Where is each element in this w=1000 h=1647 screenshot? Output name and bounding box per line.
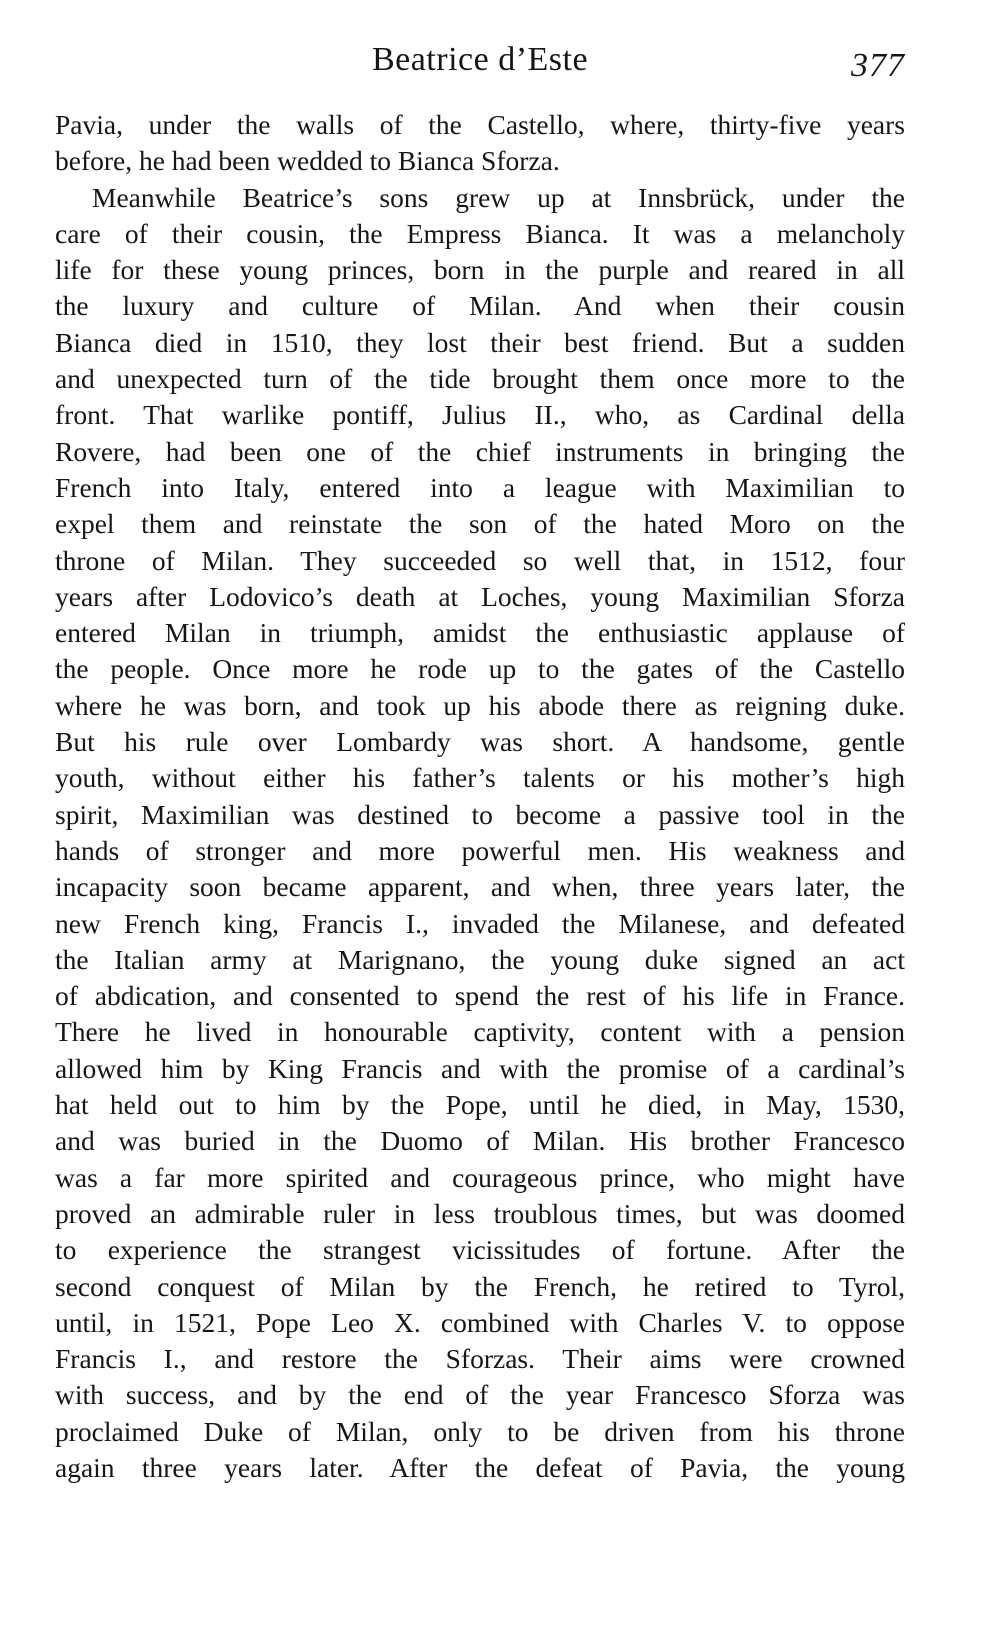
text-line: life for these young princes, born in the purple and reared in all bbox=[55, 254, 905, 286]
text-line: Pavia, under the walls of the Castello, where, thirty-five years bbox=[55, 109, 905, 140]
text-line: Rovere, had been one of the chief instruments in bringing the bbox=[55, 435, 905, 467]
body-text bbox=[55, 107, 905, 1486]
text-line: proved an admirable ruler in less troublous times, but was doomed bbox=[55, 1197, 905, 1229]
text-line: Bianca died in 1510, they lost their best friend. But a sudden bbox=[55, 326, 905, 358]
text-line: Meanwhile Beatrice’s sons grew up at Innsbrück, under the bbox=[92, 181, 905, 213]
text-line: throne of Milan. They succeeded so well that, in 1512, four bbox=[55, 544, 905, 576]
text-line: incapacity soon became apparent, and when, three years later, the bbox=[55, 871, 905, 903]
page-number: 377 bbox=[851, 47, 905, 84]
text-line: allowed him by King Francis and with the promise of a cardinal’s bbox=[55, 1052, 905, 1084]
text-line: hands of stronger and more powerful men. His weakness and bbox=[55, 834, 905, 866]
text-line: proclaimed Duke of Milan, only to be driven from his throne bbox=[55, 1415, 905, 1447]
running-head bbox=[55, 38, 905, 82]
text-line: and unexpected turn of the tide brought them once more to the bbox=[55, 363, 905, 395]
text-line: and was buried in the Duomo of Milan. His brother Francesco bbox=[55, 1125, 905, 1157]
text-line: years after Lodovico’s death at Loches, young Maximilian Sforza bbox=[55, 580, 905, 612]
text-line: hat held out to him by the Pope, until he died, in May, 1530, bbox=[55, 1089, 905, 1121]
text-line: entered Milan in triumph, amidst the enthusiastic applause of bbox=[55, 617, 905, 649]
text-line: youth, without either his father’s talents or his mother’s high bbox=[55, 762, 905, 794]
text-line: where he was born, and took up his abode there as reigning duke. bbox=[55, 689, 905, 721]
text-line: again three years later. After the defeat of Pavia, the young bbox=[55, 1451, 905, 1483]
text-line: But his rule over Lombardy was short. A handsome, gentle bbox=[55, 726, 905, 758]
text-line: the people. Once more he rode up to the gates of the Castello bbox=[55, 653, 905, 685]
text-line: until, in 1521, Pope Leo X. combined with Charles V. to oppose bbox=[55, 1306, 905, 1338]
running-head-title: Beatrice d’Este bbox=[371, 41, 589, 78]
text-line: spirit, Maximilian was destined to become a passive tool in the bbox=[55, 798, 905, 830]
text-line: expel them and reinstate the son of the hated Moro on the bbox=[55, 508, 905, 540]
text-line: care of their cousin, the Empress Bianca. It was a melancholy bbox=[55, 217, 905, 249]
text-line: second conquest of Milan by the French, he retired to Tyrol, bbox=[55, 1270, 905, 1302]
text-line: before, he had been wedded to Bianca Sforza. bbox=[55, 145, 560, 177]
text-line: the luxury and culture of Milan. And when their cousin bbox=[55, 290, 905, 322]
text-line: French into Italy, entered into a league with Maximilian to bbox=[55, 471, 905, 503]
text-line: new French king, Francis I., invaded the Milanese, and defeated bbox=[55, 907, 905, 939]
text-line: Francis I., and restore the Sforzas. Their aims were crowned bbox=[55, 1343, 905, 1375]
text-line: was a far more spirited and courageous prince, who might have bbox=[55, 1161, 905, 1193]
text-line: There he lived in honourable captivity, content with a pension bbox=[55, 1016, 905, 1048]
text-line: of abdication, and consented to spend the rest of his life in France. bbox=[55, 980, 905, 1012]
text-line: with success, and by the end of the year Francesco Sforza was bbox=[55, 1379, 905, 1411]
text-line: to experience the strangest vicissitudes of fortune. After the bbox=[55, 1234, 905, 1266]
text-line: front. That warlike pontiff, Julius II., who, as Cardinal della bbox=[55, 399, 905, 431]
text-line: the Italian army at Marignano, the young duke signed an act bbox=[55, 943, 905, 975]
